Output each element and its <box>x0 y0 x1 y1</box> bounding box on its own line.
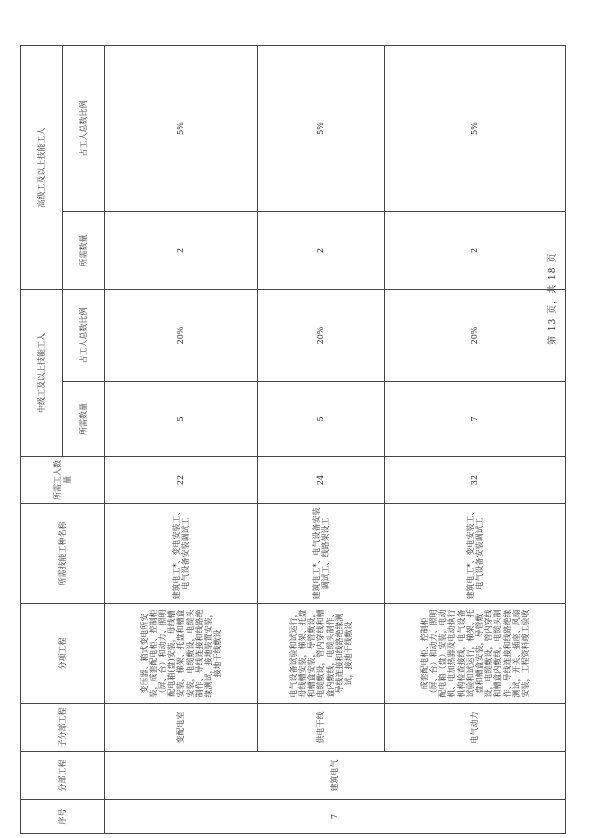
row-item: 成套配电柜、控制柜（屏、台）和动力、照明配电箱（盘）安装，电动机、电加热器及电动执行机构检查接线，电气设备试验和试运行，梯架、托盘和槽盒安装，导管敷设，电缆敷设，管内穿线和槽盒内敷线，电缆头制作、导线连接和线路绝缘测试，开关、插座、风扇安装，工程资料竣工验收 <box>385 604 566 704</box>
row-subdivision: 电气动力 <box>385 704 566 752</box>
table-row <box>105 46 258 834</box>
header-high-group: 高级工及以上技能工人 <box>21 46 63 290</box>
skills-table <box>20 45 566 834</box>
header-row-1 <box>21 46 63 834</box>
row-high-ratio: 5% <box>105 46 258 212</box>
row-subdivision: 变配电室 <box>105 704 258 752</box>
header-mid-qty: 所需数量 <box>63 382 105 457</box>
row-mid-ratio: 20% <box>105 290 258 382</box>
row-subdivision: 供电干线 <box>258 704 385 752</box>
header-high-qty: 所需数量 <box>63 212 105 290</box>
row-item: 变压器、箱式变电所安装，成套配电柜、控制柜（屏、台）和动力、照明配电箱(盘)安装，母线槽安装，梯架、托盘和槽盒安装，电缆敷设，电缆头制作、导线连接和线路绝缘测试，接地装置安装，接地干线敷设 <box>105 604 258 704</box>
row-division: 建筑电气 <box>105 752 566 800</box>
row-mid-qty: 7 <box>385 382 566 457</box>
row-workers: 22 <box>105 457 258 504</box>
rotated-sheet <box>20 46 565 834</box>
header-mid-group: 中级工及以上技能工人 <box>21 290 63 457</box>
page-footer: 第 13 页，共 18 页 <box>548 252 558 345</box>
row-workers: 32 <box>385 457 566 504</box>
row-high-qty: 2 <box>258 212 385 290</box>
row-mid-ratio: 20% <box>385 290 566 382</box>
row-mid-ratio: 20% <box>258 290 385 382</box>
row-high-ratio: 5% <box>385 46 566 212</box>
header-item: 分项工程 <box>21 604 105 704</box>
header-high-ratio: 占工人总数比例 <box>63 46 105 212</box>
row-mid-qty: 5 <box>258 382 385 457</box>
row-high-qty: 2 <box>105 212 258 290</box>
header-mid-ratio: 占工人总数比例 <box>63 290 105 382</box>
row-trades: 建筑电工*、电气设备安装调试工、线路架设工 <box>258 504 385 604</box>
header-workers: 所需工人数量 <box>21 457 105 504</box>
row-item: 电气设备试验和试运行，母线槽安装，梯架、托盘和槽盒安装，导管敷设，电缆敷设，管内穿线和槽盒内敷线，电缆头制作、导线连接和线路绝缘测试，接地干线敷设 <box>258 604 385 704</box>
header-trades: 所需技能工种名称 <box>21 504 105 604</box>
row-mid-qty: 5 <box>105 382 258 457</box>
table-row <box>258 46 385 834</box>
table-row <box>385 46 566 834</box>
header-division: 分部工程 <box>21 752 105 800</box>
row-high-qty: 2 <box>385 212 566 290</box>
row-high-ratio: 5% <box>258 46 385 212</box>
row-trades: 建筑电工*、变电安装工、电气设备安装调试工 <box>385 504 566 604</box>
header-no: 序号 <box>21 800 105 834</box>
row-workers: 24 <box>258 457 385 504</box>
header-subdivision: 子分部工程 <box>21 704 105 752</box>
row-no: 7 <box>105 800 566 834</box>
row-trades: 建筑电工*、变电安装工、电气设备安装调试工 <box>105 504 258 604</box>
